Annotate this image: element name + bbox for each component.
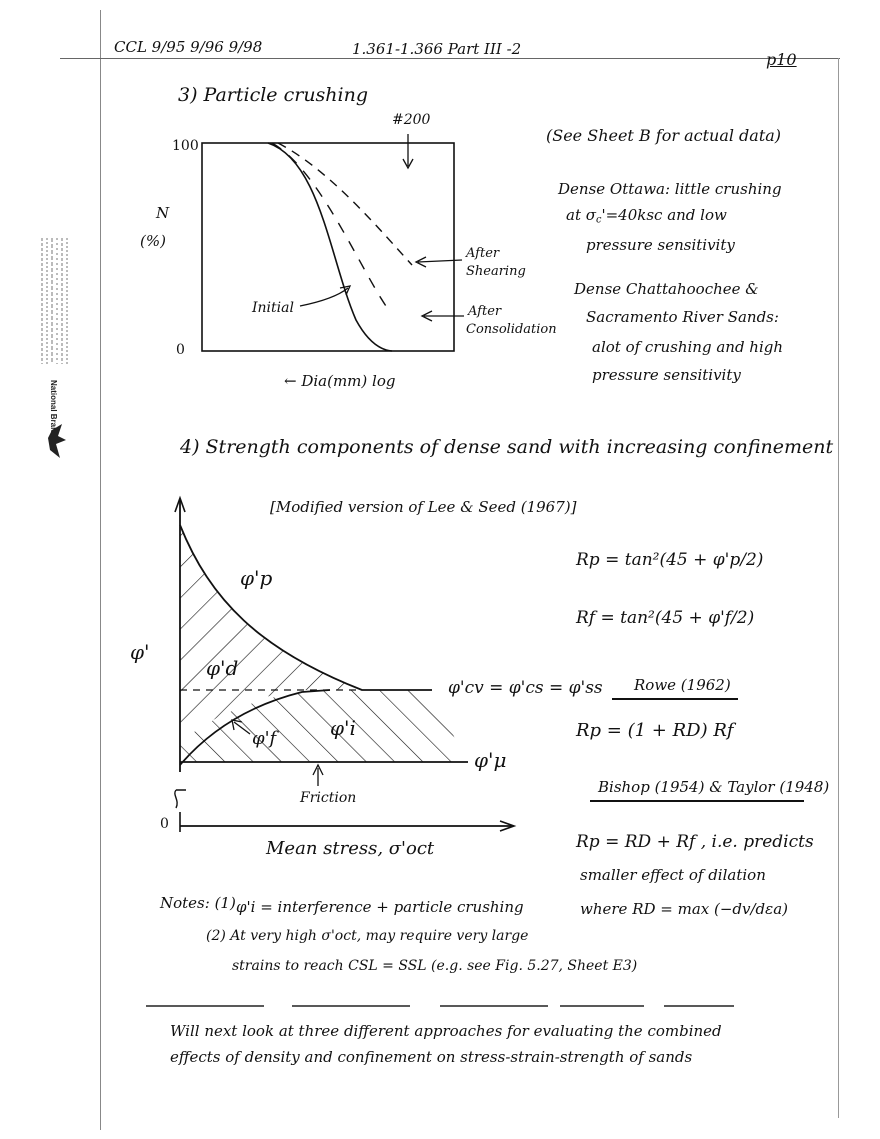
label-phi-f: φ'f: [252, 728, 277, 749]
chatt-line3: alot of crushing and high: [592, 338, 784, 356]
label-after-consol-1: After: [468, 304, 502, 319]
label-after-shearing-1: After: [466, 246, 500, 261]
label-initial: Initial: [252, 300, 294, 316]
chart1-y-bottom: 0: [176, 342, 185, 358]
footer-line2: effects of density and confinement on stress-strain-strength of sands: [170, 1048, 693, 1066]
ottawa-line2-sub: c: [595, 214, 602, 226]
notes-label: Notes: (1): [160, 894, 236, 912]
eq-rp: Rp = tan²(45 + φ'p/2): [576, 550, 764, 570]
label-phi-d: φ'd: [206, 656, 239, 680]
chart1-y-top: 100: [172, 138, 199, 154]
chatt-line2: Sacramento River Sands:: [586, 308, 779, 326]
ottawa-line2-b: '=40ksc and low: [601, 206, 727, 224]
section3-heading: 3) Particle crushing: [178, 84, 369, 106]
note-2b: strains to reach CSL = SSL (e.g. see Fig. 5.27, Sheet E3): [232, 958, 638, 974]
chart2-x-label: Mean stress, σ'oct: [266, 838, 435, 859]
chart1-y-label-pct: (%): [140, 232, 166, 250]
label-phi-cv: φ'cv = φ'cs = φ'ss: [448, 678, 603, 698]
rowe-title: Rowe (1962): [634, 676, 731, 694]
chart2-origin: 0: [160, 816, 169, 832]
chatt-line1: Dense Chattahoochee &: [574, 280, 759, 298]
see-sheet-note: (See Sheet B for actual data): [546, 126, 782, 145]
chart1-x-label: ← Dia(mm) log: [284, 372, 396, 390]
note-1: φ'i = interference + particle crushing: [236, 898, 524, 916]
ottawa-line1: Dense Ottawa: little crushing: [558, 180, 782, 198]
label-phi-mu: φ'μ: [474, 748, 507, 772]
label-phi-p: φ'p: [240, 566, 273, 590]
ottawa-line2-a: at σ: [566, 206, 596, 224]
footer-line1: Will next look at three different approaches for evaluating the combined: [170, 1022, 722, 1040]
eq-bishop: Rp = RD + Rf , i.e. predicts: [576, 832, 814, 852]
reference: 1.361-1.366 Part III -2: [352, 40, 522, 58]
section4-subtitle: [Modified version of Lee & Seed (1967)]: [270, 498, 577, 516]
label-phi-i: φ'i: [330, 716, 356, 740]
label-friction: Friction: [300, 790, 357, 806]
chart2-y-label: φ': [130, 640, 150, 664]
chart1-y-label-n: N: [156, 204, 170, 222]
brand-text: National Brand: [49, 380, 58, 437]
label-after-consol-2: Consolidation: [466, 322, 557, 337]
page-number: p10: [766, 50, 797, 69]
eq-rowe: Rp = (1 + RD) Rf: [576, 720, 734, 741]
section4-heading: 4) Strength components of dense sand with increasing confinement: [180, 436, 834, 458]
note-2a: (2) At very high σ'oct, may require very large: [206, 928, 529, 944]
bishop-title: Bishop (1954) & Taylor (1948): [598, 778, 830, 796]
course-code: CCL 9/95 9/96 9/98: [114, 38, 263, 56]
chatt-line4: pressure sensitivity: [592, 366, 741, 384]
eq-rf: Rf = tan²(45 + φ'f/2): [576, 608, 755, 628]
eq-bishop-3: where RD = max (−dv/dεa): [580, 900, 789, 918]
ottawa-line3: pressure sensitivity: [586, 236, 735, 254]
chart1-sieve-label: #200: [392, 112, 431, 128]
eq-bishop-2: smaller effect of dilation: [580, 866, 766, 884]
label-after-shearing-2: Shearing: [466, 264, 526, 279]
